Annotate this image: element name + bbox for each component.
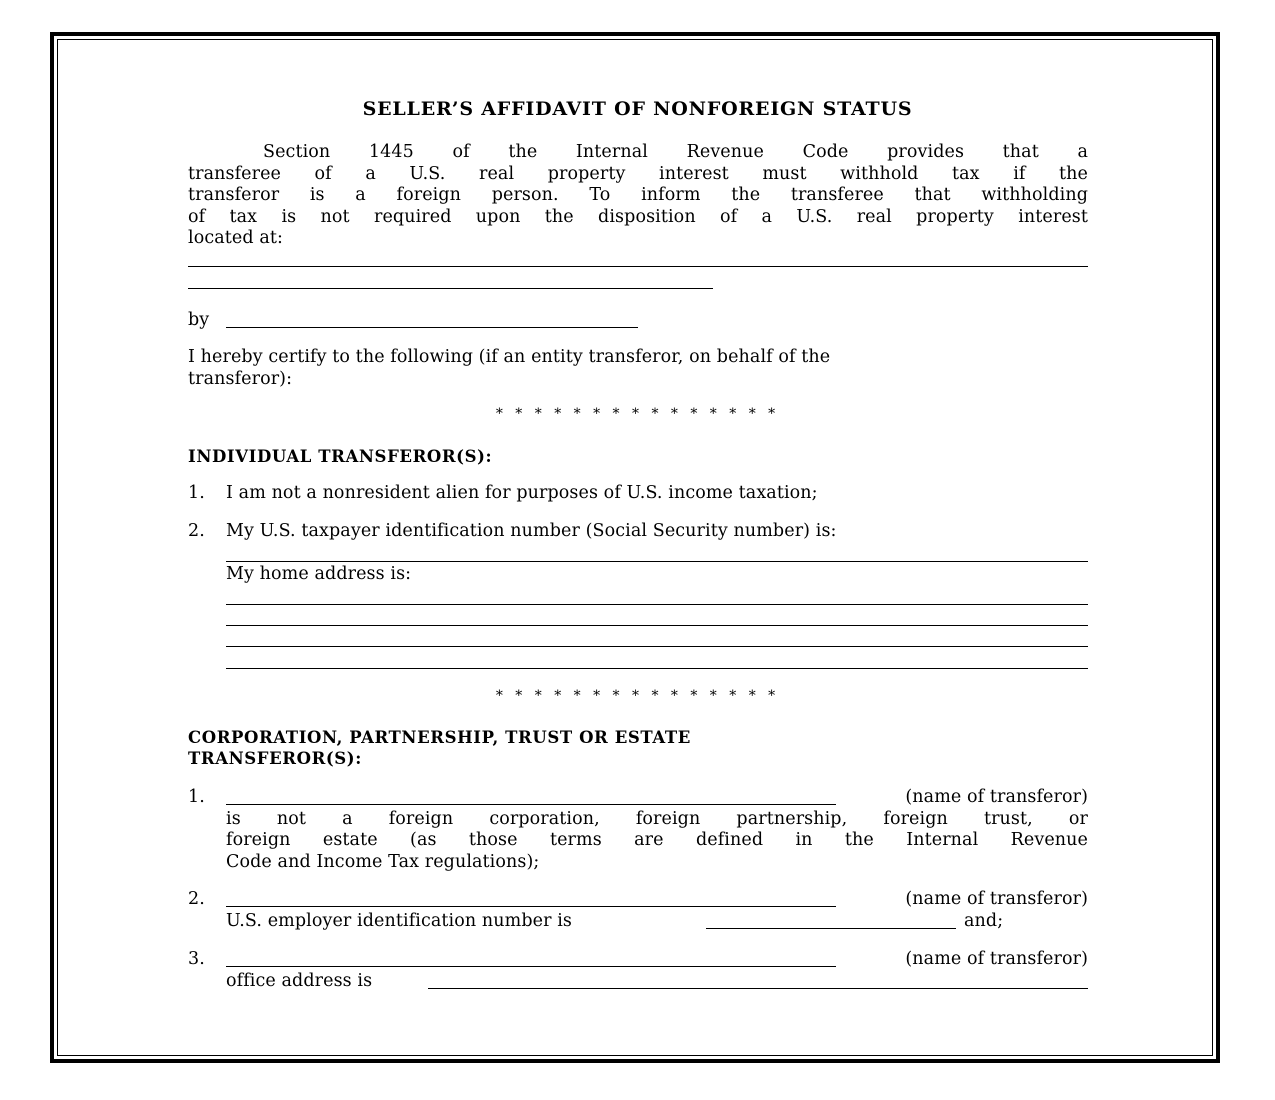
entity-item2-suffix: and; [964, 910, 1004, 931]
individual-item1-text: I am not a nonresident alien for purposes of U.S. income taxation; [226, 483, 818, 503]
entity-item3-name-suffix: (name of transferor) [905, 949, 1088, 969]
entity-item1-line-1: is not a foreign corporation, foreign partnership, foreign trust, or [226, 808, 1088, 829]
property-address-line-1[interactable] [188, 266, 1088, 267]
section-separator: * * * * * * * * * * * * * * * [495, 688, 780, 704]
entity-item2-name-suffix: (name of transferor) [905, 889, 1088, 909]
by-label: by [188, 310, 210, 330]
certify-line-1: I hereby certify to the following (if an entity transferor, on behalf of the [188, 347, 831, 367]
intro-line-4: of tax is not required upon the disposition of a U.S. real property interest [188, 206, 1088, 227]
individual-item2-number: 2. [188, 521, 205, 541]
individual-item2-text: My U.S. taxpayer identification number (Social Security number) is: [226, 521, 837, 541]
entity-item1-name-line[interactable] [226, 804, 836, 805]
entity-item1-line-2: foreign estate (as those terms are defined in the Internal Revenue [226, 830, 1088, 850]
intro-line-3: transferor is a foreign person. To inform the transferee that withholding [188, 185, 1088, 205]
entity-heading-line-1: CORPORATION, PARTNERSHIP, TRUST OR ESTATE [188, 728, 691, 747]
entity-item1-name-suffix: (name of transferor) [905, 787, 1088, 807]
home-address-line-3[interactable] [226, 646, 1088, 647]
intro-line-5: located at: [188, 228, 283, 248]
home-address-label: My home address is: [226, 564, 412, 584]
individual-item1-number: 1. [188, 483, 205, 503]
entity-item2-ein-label: U.S. employer identification number is [226, 910, 573, 931]
intro-line-1: Section 1445 of the Internal Revenue Code provides that a [263, 142, 1088, 162]
ssn-line[interactable] [226, 561, 1088, 562]
entity-item1-number: 1. [188, 787, 205, 807]
home-address-line-2[interactable] [226, 625, 1088, 626]
entity-heading-line-2: TRANSFEROR(S): [188, 749, 362, 768]
section-separator: * * * * * * * * * * * * * * * [495, 406, 780, 422]
office-address-line[interactable] [428, 988, 1088, 989]
individual-heading: INDIVIDUAL TRANSFEROR(S): [188, 447, 493, 466]
entity-item3-number: 3. [188, 949, 205, 969]
entity-item1-line-3: Code and Income Tax regulations); [226, 851, 540, 872]
document-title: SELLER’S AFFIDAVIT OF NONFOREIGN STATUS [362, 98, 913, 120]
entity-item2-number: 2. [188, 889, 205, 909]
home-address-line-1[interactable] [226, 604, 1088, 605]
home-address-line-4[interactable] [226, 668, 1088, 669]
entity-item3-name-line[interactable] [226, 966, 836, 967]
property-address-line-2[interactable] [188, 288, 713, 289]
ein-line[interactable] [706, 928, 956, 929]
certify-line-2: transferor): [188, 369, 293, 389]
transferor-name-line[interactable] [226, 327, 638, 328]
intro-line-2: transferee of a U.S. real property interest must withhold tax if the [188, 163, 1088, 184]
entity-item3-office-label: office address is [226, 970, 373, 991]
entity-item2-name-line[interactable] [226, 906, 836, 907]
